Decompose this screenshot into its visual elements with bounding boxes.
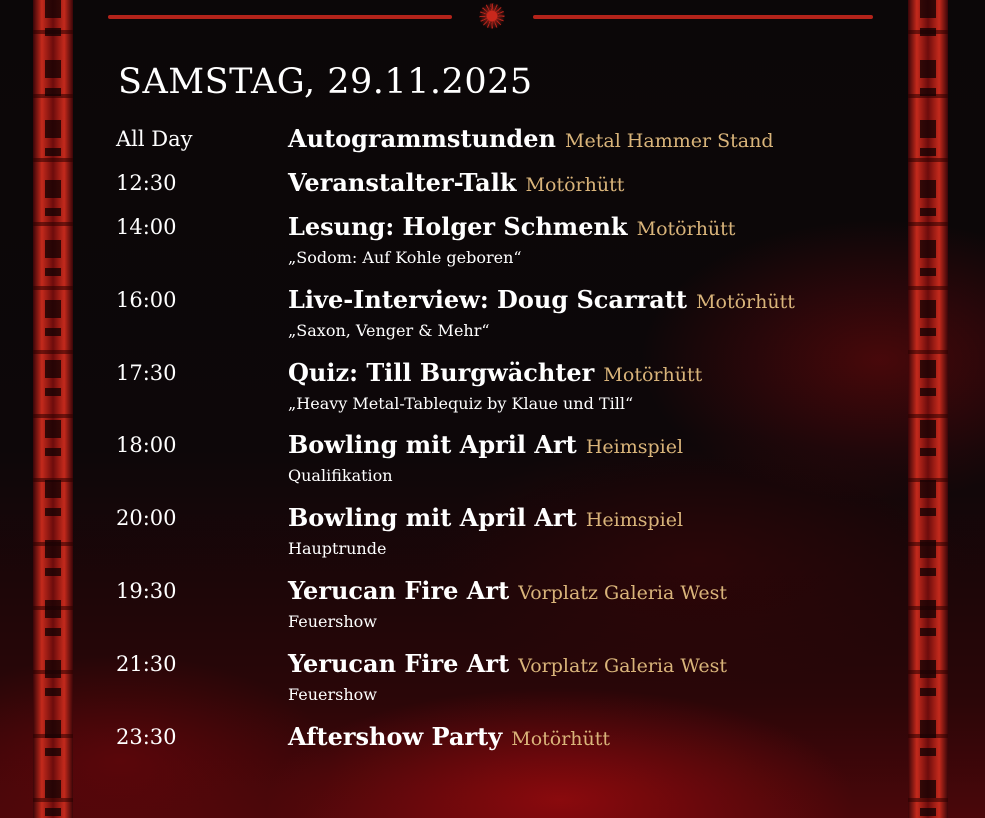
- event-main-line: [288, 576, 727, 605]
- event-time: 19:30: [116, 579, 177, 603]
- event-time: 20:00: [116, 506, 177, 530]
- event-main-line: [288, 503, 683, 532]
- event-title: Yerucan Fire Art: [288, 576, 510, 605]
- event-title: Autogrammstunden: [288, 124, 556, 153]
- top-divider-right: [533, 15, 873, 19]
- event-time: 18:00: [116, 433, 177, 457]
- top-divider-left: [108, 15, 452, 19]
- event-title: Veranstalter-Talk: [288, 168, 517, 197]
- day-title: SAMSTAG, 29.11.2025: [118, 62, 533, 102]
- event-time: All Day: [116, 127, 193, 151]
- event-venue: Metal Hammer Stand: [565, 130, 774, 152]
- event-venue: Motörhütt: [603, 364, 703, 386]
- event-venue: Motörhütt: [696, 291, 795, 313]
- event-subtitle: Hauptrunde: [288, 539, 387, 558]
- event-time: 23:30: [116, 725, 177, 749]
- event-main-line: [288, 124, 773, 153]
- event-main-line: [288, 212, 735, 241]
- event-main-line: [288, 358, 702, 387]
- event-venue: Vorplatz Galeria West: [518, 655, 727, 677]
- event-time: 16:00: [116, 288, 177, 312]
- event-title: Bowling mit April Art: [288, 430, 577, 459]
- event-subtitle: „Saxon, Venger & Mehr“: [288, 321, 490, 340]
- event-venue: Heimspiel: [585, 509, 684, 531]
- event-time: 21:30: [116, 652, 177, 676]
- event-title: Live-Interview: Doug Scarratt: [288, 285, 687, 314]
- event-subtitle: Feuershow: [288, 612, 377, 631]
- event-subtitle: „Sodom: Auf Kohle geboren“: [288, 248, 522, 267]
- event-main-line: [288, 430, 683, 459]
- event-venue: Motörhütt: [636, 218, 736, 240]
- ornamental-border-right: [908, 0, 948, 818]
- event-title: Aftershow Party: [288, 722, 503, 751]
- event-title: Yerucan Fire Art: [288, 649, 510, 678]
- event-title: Quiz: Till Burgwächter: [288, 358, 595, 387]
- event-venue: Heimspiel: [585, 436, 684, 458]
- sun-emblem-icon: [479, 3, 505, 29]
- event-time: 14:00: [116, 215, 177, 239]
- event-main-line: [288, 649, 727, 678]
- event-title: Lesung: Holger Schmenk: [288, 212, 628, 241]
- event-venue: Motörhütt: [525, 174, 625, 196]
- event-venue: Vorplatz Galeria West: [518, 582, 727, 604]
- event-time: 17:30: [116, 361, 177, 385]
- ornamental-border-left: [33, 0, 73, 818]
- event-subtitle: Qualifikation: [288, 466, 393, 485]
- event-subtitle: „Heavy Metal-Tablequiz by Klaue und Till“: [288, 394, 634, 413]
- event-venue: Motörhütt: [511, 728, 611, 750]
- event-subtitle: Feuershow: [288, 685, 377, 704]
- event-main-line: [288, 168, 624, 197]
- event-time: 12:30: [116, 171, 177, 195]
- event-title: Bowling mit April Art: [288, 503, 577, 532]
- event-main-line: [288, 285, 795, 314]
- event-main-line: [288, 722, 610, 751]
